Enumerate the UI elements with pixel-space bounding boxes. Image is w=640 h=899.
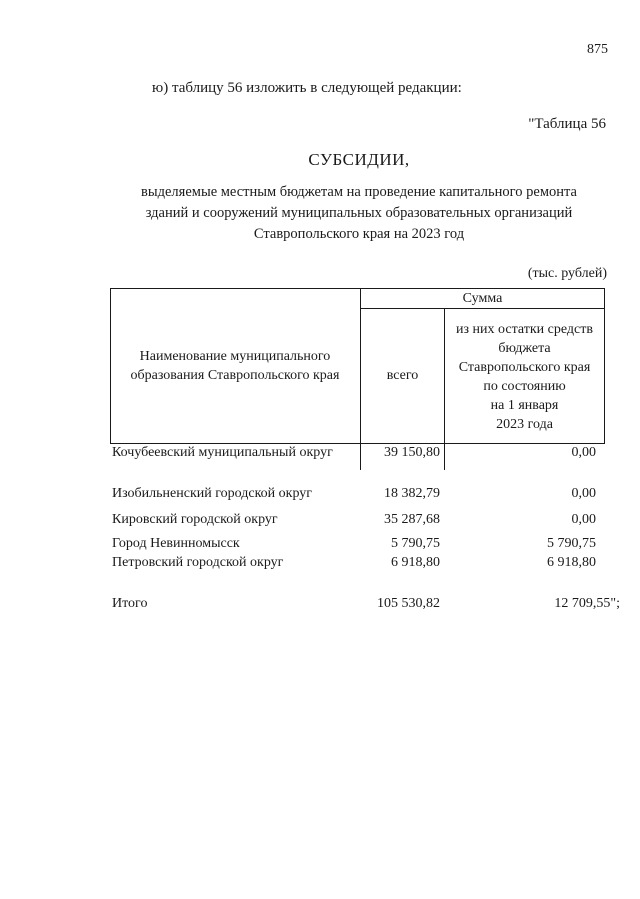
header-name: Наименование муниципального образования Ставропольского края <box>130 349 340 383</box>
row-total: 39 150,80 <box>384 445 440 460</box>
subtitle-line: Ставропольского края на 2023 год <box>253 226 465 242</box>
row-total: 18 382,79 <box>384 486 440 501</box>
grid-line <box>110 288 111 444</box>
row-total: 105 530,82 <box>377 596 440 611</box>
row-name: Город Невинномысск <box>112 536 240 551</box>
row-total: 35 287,68 <box>384 512 440 527</box>
grid-line <box>360 308 605 309</box>
row-name: Кочубеевский муниципальный округ <box>112 445 333 460</box>
header-total: всего <box>386 368 419 383</box>
row-rest: 5 790,75 <box>547 536 596 551</box>
row-rest: 12 709,55"; <box>554 596 620 611</box>
row-total: 6 918,80 <box>391 555 440 570</box>
document-subtitle <box>0 182 640 245</box>
header-sum: Сумма <box>462 291 503 306</box>
row-rest: 6 918,80 <box>547 555 596 570</box>
row-name: Изобильненский городской округ <box>112 486 313 501</box>
row-name: Итого <box>112 596 148 611</box>
header-rest: из них остатки средств бюджета Ставропольского края по состоянию на 1 января 2023 года <box>456 322 593 432</box>
row-name: Петровский городской округ <box>112 555 284 570</box>
row-total: 5 790,75 <box>391 536 440 551</box>
row-rest: 0,00 <box>571 445 596 460</box>
grid-line <box>604 288 605 444</box>
units-label: (тыс. рублей) <box>527 266 607 281</box>
document-title: СУБСИДИИ, <box>308 150 410 169</box>
row-rest: 0,00 <box>571 512 596 527</box>
subtitle-line: выделяемые местным бюджетам на проведение капитального ремонта <box>141 184 577 200</box>
subtitle-line: зданий и сооружений муниципальных образовательных организаций <box>145 205 573 221</box>
intro-text: ю) таблицу 56 изложить в следующей редакции: <box>152 80 462 96</box>
row-name: Кировский городской округ <box>112 512 278 527</box>
page-number: 875 <box>587 42 608 57</box>
table-reference: "Таблица 56 <box>528 116 606 132</box>
grid-line <box>110 443 605 444</box>
row-rest: 0,00 <box>571 486 596 501</box>
